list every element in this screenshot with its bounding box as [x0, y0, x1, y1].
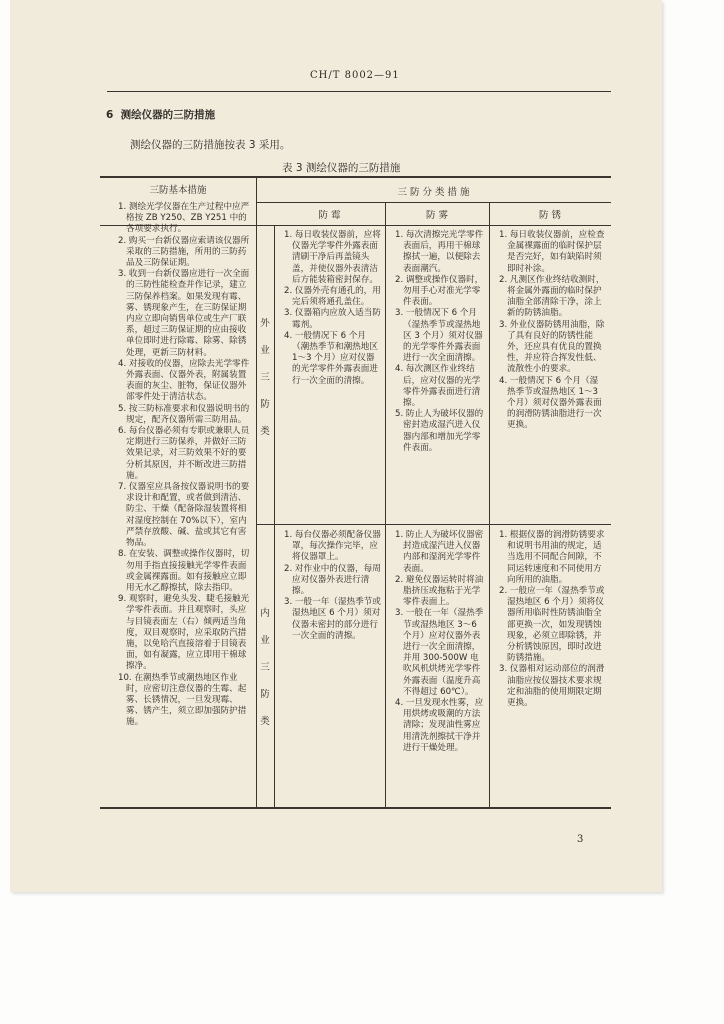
list-item: 7. 仪器室应具备按仪器说明书的要求设计和配置，或者做到清洁、防尘、干燥（配备除湿装置将相对湿度控制在 70%以下），室内严禁存放酸、碱、盐或其它有害物品。 — [118, 482, 250, 549]
list-item: 4. 一般情况下 6 个月（潮热季节和潮热地区 1～3 个月）应对仪器的光学零件外露表面进行一次全面的清擦。 — [284, 330, 378, 386]
col-header-rust: 防 锈 — [538, 210, 562, 221]
list-item: 3. 一般在一年（湿热季节或湿热地区 3～6 个月）应对仪器外表进行一次全面清擦，并用 300-500W 电吹风机烘烤光学零件外露表面（温度升高不得超过 60℃）。 — [395, 608, 484, 697]
list-item: 2. 仪器外壳有通孔的，用完后须将通孔盖住。 — [284, 286, 381, 308]
list-item: 3. 仪器相对运动部位的润滑油脂应按仪器技术要求规定和油脂的使用期限定期更换。 — [499, 664, 605, 709]
outdoor-fog-list — [395, 230, 486, 454]
list-item: 4. 一旦发现水性雾，应用烘烤或吸潮的方法清除；发现油性雾应用清洗剂擦拭干净并进行干燥处理。 — [395, 698, 484, 753]
list-item: 10. 在潮热季节或潮热地区作业时，应密切注意仪器的生霉、起雾、长锈情况，一旦发现霉、雾、锈产生，须立即加强防护措施。 — [118, 672, 247, 728]
list-item: 1. 根据仪器的润滑防锈要求和说明书用油的规定，适当选用不同配合间隙，不同运转速度和不同使用方向所用的油脂。 — [499, 530, 605, 585]
page-number: 3 — [577, 834, 584, 845]
col-header-basic: 三防基本措施 — [149, 185, 207, 196]
protection-table — [100, 176, 611, 808]
list-item: 1. 每次清擦完光学零件表面后，再用干棉球擦拭一遍，以便除去表面潮汽。 — [395, 230, 484, 274]
list-item: 1. 每日收装仪器前，应检查金属裸露面的临时保护层是否完好，如有缺陷时须即时补涂。 — [499, 230, 605, 274]
list-item: 1. 防止人为破坏仪器密封造成湿汽进入仪器内部和湿润光学零件表面。 — [395, 530, 484, 574]
table-caption: 表 3 测绘仪器的三防措施 — [282, 162, 401, 174]
list-item: 1. 每台仪器必须配备仪器罩，每次操作完毕，应将仪器罩上。 — [284, 530, 381, 563]
list-item: 5. 按三防标准要求和仪器说明书的规定，配齐仪器所需三防用品。 — [118, 403, 250, 425]
intro-text: 测绘仪器的三防措施按表 3 采用。 — [130, 139, 291, 151]
list-item: 4. 每次测区作业终结后，应对仪器的光学零件外露表面进行清擦。 — [395, 364, 481, 409]
list-item: 2. 调整或操作仪器时，勿用手心对准光学零件表面。 — [395, 274, 484, 308]
section-title: 测绘仪器的三防措施 — [120, 109, 216, 121]
list-item: 5. 防止人为破坏仪器的密封造成湿汽进入仪器内部和增加光学零件表面。 — [395, 409, 484, 453]
col-header-fog: 防 雾 — [425, 210, 449, 221]
indoor-rust-list — [499, 530, 606, 709]
row-label-indoor: 内 业 三 防 类 — [260, 608, 270, 727]
list-item: 4. 一般情况下 6 个月（湿热季节或湿热地区 1～3 个月）须对仪器外露表面的润滑防锈油脂进行一次更换。 — [499, 375, 602, 431]
standard-code: CH/T 8002—91 — [310, 70, 400, 81]
list-item: 3. 一般一年（湿热季节或湿热地区 6 个月）须对仪器未密封的部分进行一次全面的清擦。 — [284, 597, 381, 641]
list-item: 2. 凡测区作业终结收测时，将金属外露面的临时保护油脂全部清除干净，涂上新的防锈油脂。 — [499, 274, 605, 319]
list-item: 1. 每日收装仪器前，应将仪器光学零件外露表面清刷干净后再盖镜头盖，并使仪器外表清洁后方能装箱密封保存。 — [284, 230, 381, 285]
list-item: 3. 收到一台新仪器应进行一次全面的三防性能检查并作记录，建立三防保养档案。如果发现有霉、雾、锈现象产生，在三防保证期内应立即向销售单位或生产厂联系，超过三防保证期的应由接收单位即时进行除霉、除雾、除锈处理，更新三防材料。 — [118, 269, 250, 358]
basic-measures-list — [118, 202, 252, 729]
section-number: 6 — [106, 109, 114, 121]
col-header-group: 三 防 分 类 措 施 — [397, 187, 470, 198]
list-item: 8. 在安装、调整或操作仪器时，切勿用手指直接接触光学零件表面或金属裸露面。如有接触应立即用无水乙醇擦拭，除去指印。 — [118, 549, 250, 593]
list-item: 6. 每台仪器必须有专职或兼职人员定期进行三防保养，并做好三防效果记录，对三防效果不好的要分析其原因，并不断改进三防措施。 — [118, 426, 250, 481]
list-item: 9. 观察时，避免头发、睫毛接触光学零件表面。并且观察时，头应与目镜表面左（右）倾两适当角度，双目观察时，应采取防汽措施，以免哈汽直接溶着于目镜表面，如有凝露，应立即用干棉球擦净。 — [118, 594, 250, 672]
list-item: 1. 测绘光学仪器在生产过程中应严格按 ZB Y250、ZB Y251 中的各项要求执行。 — [118, 202, 250, 235]
section-heading — [106, 107, 215, 122]
list-item: 2. 一般应一年（湿热季节或湿热地区 6 个月）须将仪器所用临时性防锈油脂全部更换一次，如发现锈蚀现象，必须立即除锈，并分析锈蚀原因，即时改进防锈措施。 — [499, 586, 605, 664]
indoor-fog-list — [395, 530, 486, 754]
list-item: 2. 避免仪器运转时将油脂挤压或拖粘于光学零件表面上。 — [395, 574, 484, 608]
list-item: 4. 对接收的仪器，应除去光学零件外露表面、仪器外表，附属装置表面的灰尘、脏物，保证仪器外部零件处于清洁状态。 — [118, 358, 250, 403]
list-item: 2. 购买一台新仪器应索请该仪器所采取的三防措施，所用的三防药品及三防保证期。 — [118, 235, 250, 269]
document-page — [10, 0, 662, 892]
list-item: 3. 仪器箱内应放入适当防霉剂。 — [284, 308, 381, 330]
list-item: 3. 外业仪器防锈用油脂，除了具有良好的防锈性能外，还应具有优良的置换性，并应符合挥发性低、流散性小的要求。 — [499, 319, 605, 375]
outdoor-mold-list — [284, 230, 382, 387]
list-item: 3. 一般情况下 6 个月（湿热季节或湿热地区 3 个月）须对仪器的光学零件外露表面进行一次全面清擦。 — [395, 308, 483, 364]
row-label-outdoor: 外 业 三 防 类 — [260, 318, 270, 437]
outdoor-rust-list — [499, 230, 606, 432]
list-item: 2. 对作业中的仪器，每周应对仪器外表进行清擦。 — [284, 563, 381, 597]
header-rule — [107, 91, 611, 92]
col-header-mold: 防 霉 — [318, 210, 341, 221]
indoor-mold-list — [284, 530, 382, 642]
